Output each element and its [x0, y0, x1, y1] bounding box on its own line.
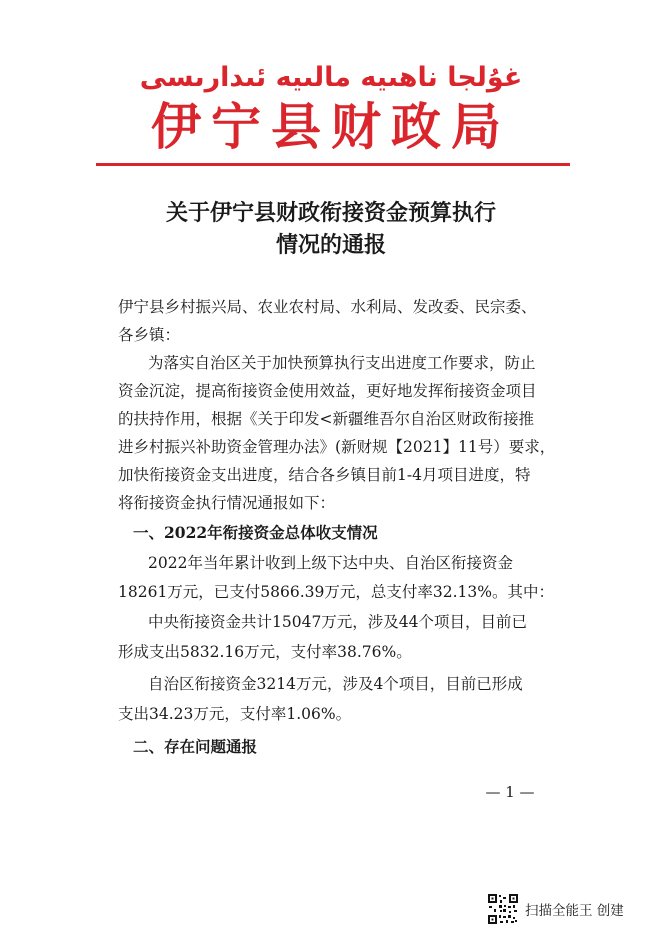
paragraph-line: 将衔接资金执行情况通报如下： [118, 494, 336, 512]
paragraph-line: 的扶持作用，根据《关于印发<新疆维吾尔自治区财政衔接推 [118, 410, 534, 428]
qr-code-icon [487, 893, 519, 925]
paragraph-line: 2022年当年累计收到上级下达中央、自治区衔接资金 [148, 554, 513, 572]
scanner-watermark [487, 892, 624, 926]
paragraph-line: 加快衔接资金支出进度，结合各乡镇目前1-4月项目进度，特 [118, 466, 531, 484]
paragraph-line: 自治区衔接资金3214万元，涉及4个项目，目前已形成 [148, 675, 523, 693]
page-number: — 1 — [485, 783, 535, 801]
section-heading-2: 二、存在问题通报 [133, 737, 258, 756]
addressee-line-2: 各乡镇： [118, 326, 181, 344]
paragraph-line: 资金沉淀，提高衔接资金使用效益，更好地发挥衔接资金项目 [118, 382, 537, 400]
paragraph-line: 为落实自治区关于加快预算执行支出进度工作要求，防止 [148, 354, 536, 372]
paragraph-line: 中央衔接资金共计15047万元，涉及44个项目，目前已 [148, 613, 528, 631]
paragraph-line: 进乡村振兴补助资金管理办法》(新财规【2021】11号）要求， [118, 438, 556, 456]
agency-name: 伊宁县财政局 [151, 97, 511, 156]
red-header-rule [96, 163, 570, 166]
paragraph-line: 支出34.23万元，支付率1.06%。 [118, 705, 352, 723]
document-title-line-1: 关于伊宁县财政衔接资金预算执行 [165, 200, 496, 226]
agency-name-uyghur: غۇلجا ناھىيە مالىيە ئىدارىسى [139, 62, 523, 93]
scanner-watermark-text: 扫描全能王 创建 [525, 903, 624, 919]
paragraph-line: 18261万元，已支付5866.39万元，总支付率32.13%。其中： [118, 583, 555, 601]
section-heading-1: 一、2022年衔接资金总体收支情况 [133, 523, 378, 542]
document-title-line-2: 情况的通报 [275, 232, 386, 258]
paragraph-line: 形成支出5832.16万元，支付率38.76%。 [118, 643, 412, 661]
addressee-line-1: 伊宁县乡村振兴局、农业农村局、水利局、发改委、民宗委、 [118, 298, 537, 316]
